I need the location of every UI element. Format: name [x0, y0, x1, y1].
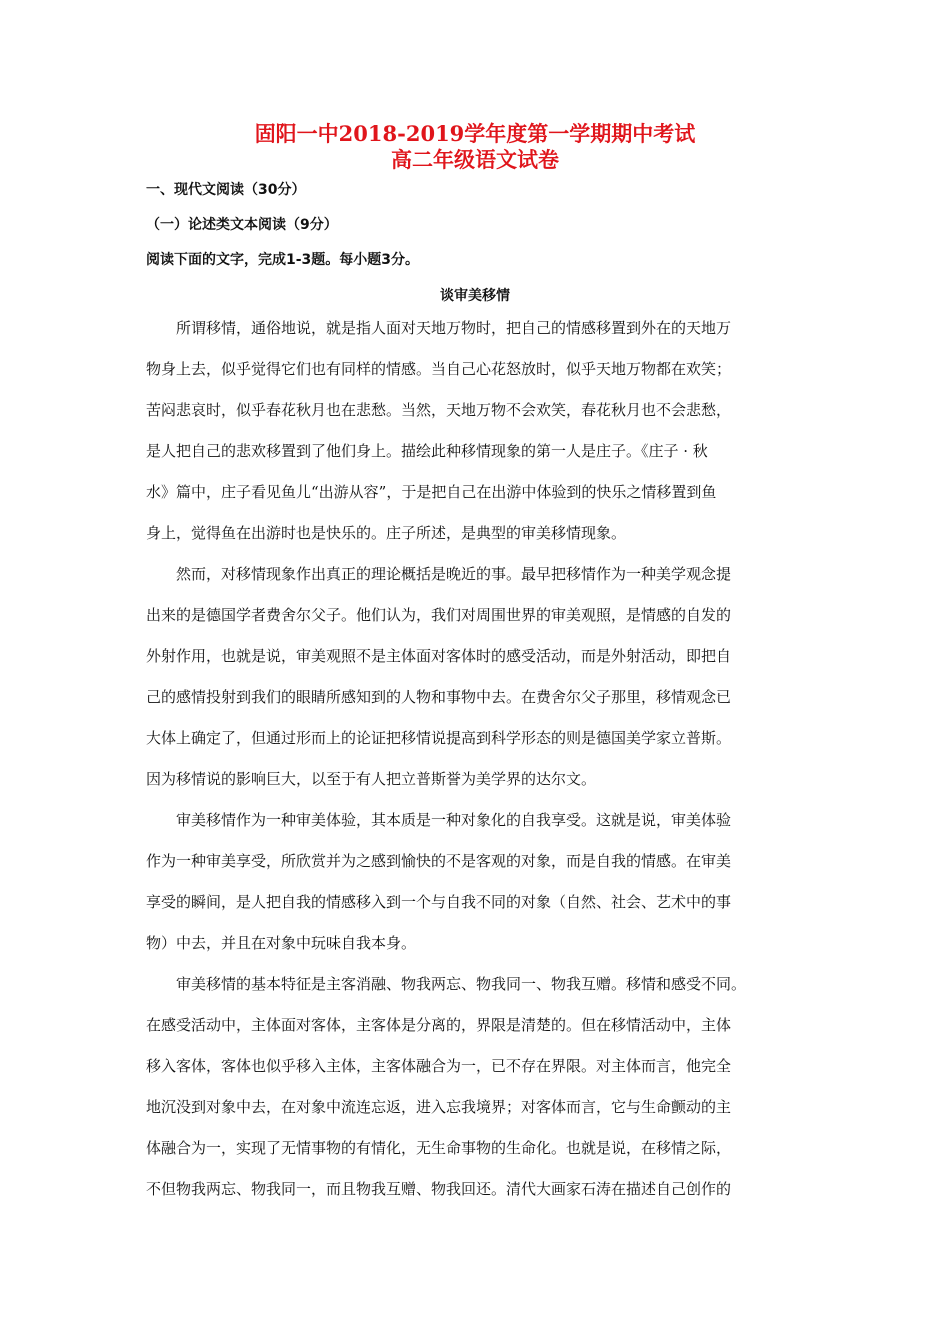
article-line: 不但物我两忘、物我同一，而且物我互赠、物我回还。清代大画家石涛在描述自己创作的 — [146, 1180, 732, 1198]
exam-title-line1: 固阳一中2018-2019学年度第一学期期中考试 — [254, 121, 696, 146]
article-line: 外射作用，也就是说，审美观照不是主体面对客体时的感受活动，而是外射活动，即把自 — [146, 647, 732, 665]
article-line: 作为一种审美享受，所欣赏并为之感到愉快的不是客观的对象，而是自我的情感。在审美 — [146, 852, 732, 870]
article-line: 物身上去，似乎觉得它们也有同样的情感。当自己心花怒放时，似乎天地万物都在欢笑； — [146, 360, 732, 378]
article-line: 苦闷悲哀时，似乎春花秋月也在悲愁。当然，天地万物不会欢笑，春花秋月也不会悲愁， — [146, 401, 732, 419]
article-line: 身上，觉得鱼在出游时也是快乐的。庄子所述，是典型的审美移情现象。 — [146, 524, 627, 542]
exam-title-line2: 高二年级语文试卷 — [391, 147, 559, 172]
article-line: 所谓移情，通俗地说，就是指人面对天地万物时，把自己的情感移置到外在的天地万 — [176, 319, 732, 337]
article-line: 己的感情投射到我们的眼睛所感知到的人物和事物中去。在费舍尔父子那里，移情观念已 — [146, 688, 732, 706]
article-line: 移入客体，客体也似乎移入主体，主客体融合为一，已不存在界限。对主体而言，他完全 — [146, 1057, 732, 1075]
article-line: 物）中去，并且在对象中玩味自我本身。 — [146, 934, 417, 952]
article-line: 然而，对移情现象作出真正的理论概括是晚近的事。最早把移情作为一种美学观念提 — [176, 565, 732, 583]
article-title: 谈审美移情 — [440, 288, 510, 304]
article-line: 大体上确定了，但通过形而上的论证把移情说提高到科学形态的则是德国美学家立普斯。 — [146, 729, 732, 747]
reading-instruction: 阅读下面的文字，完成1-3题。每小题3分。 — [146, 252, 420, 268]
article-line: 因为移情说的影响巨大，以至于有人把立普斯誉为美学界的达尔文。 — [146, 770, 597, 788]
article-line: 体融合为一，实现了无情事物的有情化，无生命事物的生命化。也就是说，在移情之际， — [146, 1139, 732, 1157]
article-line: 在感受活动中，主体面对客体，主客体是分离的，界限是清楚的。但在移情活动中，主体 — [146, 1016, 732, 1034]
subsection-heading: （一）论述类文本阅读（9分） — [146, 217, 338, 233]
article-line: 享受的瞬间，是人把自我的情感移入到一个与自我不同的对象（自然、社会、艺术中的事 — [146, 893, 732, 911]
section-heading-part1: 一、现代文阅读（30分） — [146, 182, 306, 198]
article-line: 水》篇中，庄子看见鱼儿“出游从容”，于是把自己在出游中体验到的快乐之情移置到鱼 — [146, 483, 717, 501]
article-line: 出来的是德国学者费舍尔父子。他们认为，我们对周围世界的审美观照，是情感的自发的 — [146, 606, 732, 624]
article-line: 审美移情作为一种审美体验，其本质是一种对象化的自我享受。这就是说，审美体验 — [176, 811, 732, 829]
article-line: 地沉没到对象中去，在对象中流连忘返，进入忘我境界；对客体而言，它与生命颤动的主 — [146, 1098, 732, 1116]
article-line: 是人把自己的悲欢移置到了他们身上。描绘此种移情现象的第一人是庄子。《庄子 · 秋 — [146, 442, 708, 460]
article-line: 审美移情的基本特征是主客消融、物我两忘、物我同一、物我互赠。移情和感受不同。 — [176, 975, 747, 993]
